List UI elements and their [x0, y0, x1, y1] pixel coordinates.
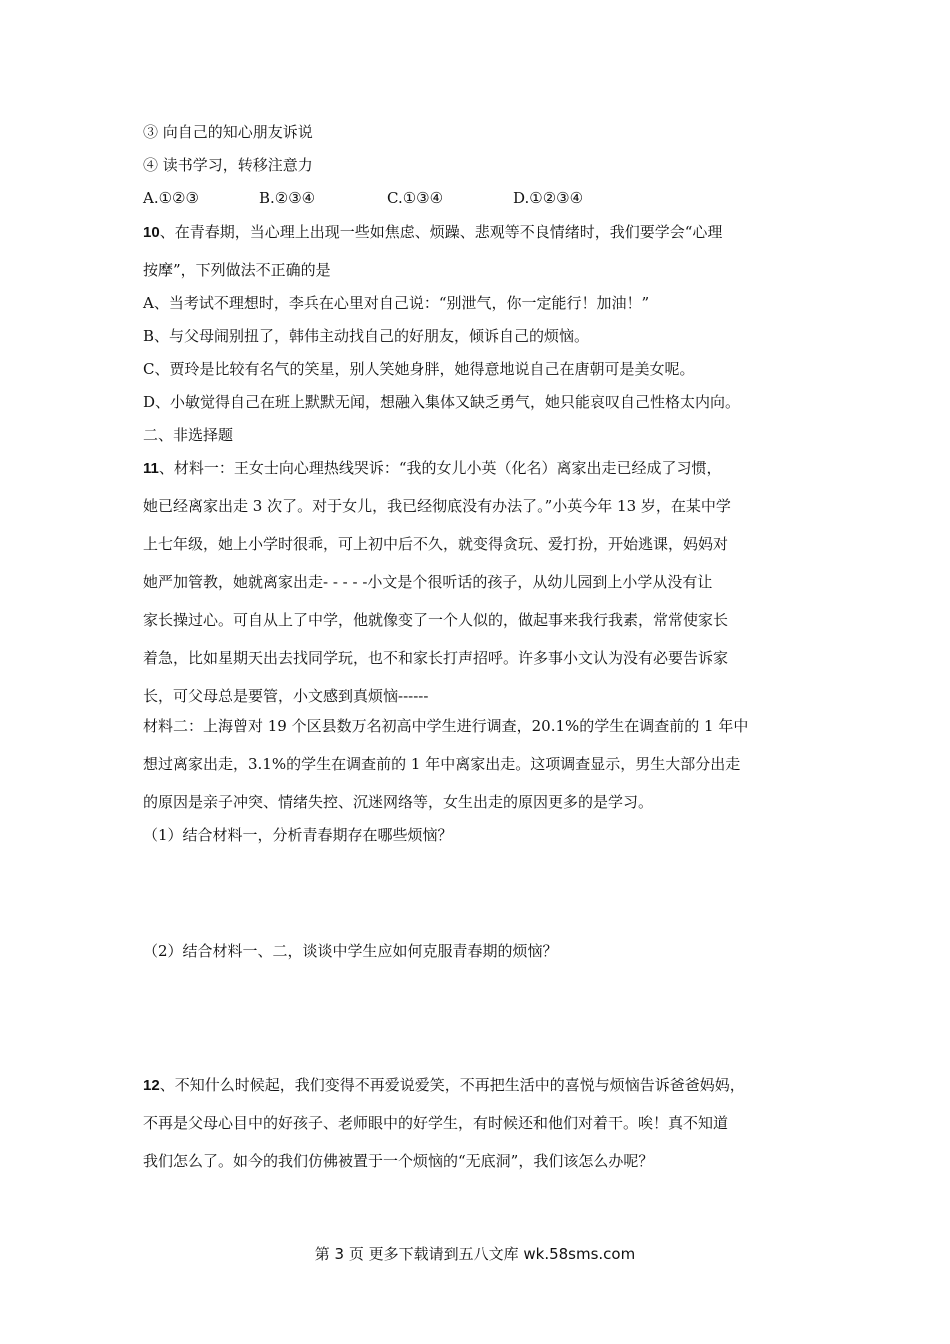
q9-option-d: D.①②③④ — [513, 189, 584, 207]
q12-number: 12 — [143, 1077, 160, 1094]
q9-option-a: A.①②③ — [143, 189, 199, 207]
q12-line-1 — [143, 1075, 813, 1095]
q11-material1-line-1 — [143, 458, 813, 478]
q11-subquestion-2: （2）结合材料一、二，谈谈中学生应如何克服青春期的烦恼？ — [143, 942, 558, 960]
answer-space-2 — [143, 961, 813, 1075]
section-2-title: 二、非选择题 — [143, 426, 234, 444]
answer-space-1 — [143, 845, 813, 941]
q10-option-b: B、与父母闹别扭了，韩伟主动找自己的好朋友，倾诉自己的烦恼。 — [143, 327, 590, 345]
q10-stem-line-2: 按摩”，下列做法不正确的是 — [143, 261, 331, 279]
q11-material1-line-2: 她已经离家出走 3 次了。对于女儿，我已经彻底没有办法了。”小英今年 13 岁，在某中学 — [143, 497, 731, 515]
page-content — [143, 122, 813, 1171]
q11-number: 11 — [143, 460, 159, 477]
q12-line-3: 我们怎么了。如今的我们仿佛被置于一个烦恼的“无底洞”，我们该怎么办呢？ — [143, 1152, 654, 1170]
q10-number: 10 — [143, 224, 160, 241]
q10-option-a: A、当考试不理想时，李兵在心里对自己说：“别泄气，你一定能行！加油！” — [143, 294, 650, 312]
q11-material1-text-1: 、材料一：王女士向心理热线哭诉：“我的女儿小英（化名）离家出走已经成了习惯， — [158, 459, 722, 477]
q11-material1-line-5: 家长操过心。可自从上了中学，他就像变了一个人似的，做起事来我行我素，常常使家长 — [143, 611, 729, 629]
choice-item-4: ④ 读书学习，转移注意力 — [143, 156, 313, 174]
q10-option-c: C、贾玲是比较有名气的笑星，别人笑她身胖，她得意地说自己在唐朝可是美女呢。 — [143, 360, 695, 378]
q10-option-d: D、小敏觉得自己在班上默默无闻，想融入集体又缺乏勇气，她只能哀叹自己性格太内向。 — [143, 393, 741, 411]
q11-material1-line-6: 着急，比如星期天出去找同学玩，也不和家长打声招呼。许多事小文认为没有必要告诉家 — [143, 649, 729, 667]
q11-material2-line-3: 的原因是亲子冲突、情绪失控、沉迷网络等，女生出走的原因更多的是学习。 — [143, 793, 654, 811]
q11-material1-line-7: 长，可父母总是要管，小文感到真烦恼------ — [143, 687, 429, 705]
q11-material2-line-1: 材料二：上海曾对 19 个区县数万名初高中学生进行调查，20.1%的学生在调查前的 1 年中 — [143, 717, 749, 735]
q12-line-2: 不再是父母心目中的好孩子、老师眼中的好学生，有时候还和他们对着干。唉！真不知道 — [143, 1114, 729, 1132]
choice-item-3: ③ 向自己的知心朋友诉说 — [143, 123, 313, 141]
q11-material1-line-3: 上七年级，她上小学时很乖，可上初中后不久，就变得贪玩、爱打扮，开始逃课，妈妈对 — [143, 535, 729, 553]
q9-options — [143, 188, 813, 208]
q9-option-b: B.②③④ — [259, 189, 316, 207]
q11-material1-line-4: 她严加管教，她就离家出走- - - - -小文是个很听话的孩子，从幼儿园到上小学从没有让 — [143, 573, 713, 591]
q11-subquestion-1: （1）结合材料一，分析青春期存在哪些烦恼？ — [143, 826, 453, 844]
page-footer: 第 3 页 更多下载请到五八文库 wk.58sms.com — [314, 1245, 636, 1263]
q10-stem-line-1 — [143, 222, 813, 242]
q10-stem-text-1: 、在青春期，当心理上出现一些如焦虑、烦躁、悲观等不良情绪时，我们要学会“心理 — [159, 223, 723, 241]
q11-material2-line-2: 想过离家出走，3.1%的学生在调查前的 1 年中离家出走。这项调查显示，男生大部分出走 — [143, 755, 741, 773]
q9-option-c: C.①③④ — [387, 189, 444, 207]
q12-text-1: 、不知什么时候起，我们变得不再爱说爱笑，不再把生活中的喜悦与烦恼告诉爸爸妈妈， — [159, 1076, 745, 1094]
